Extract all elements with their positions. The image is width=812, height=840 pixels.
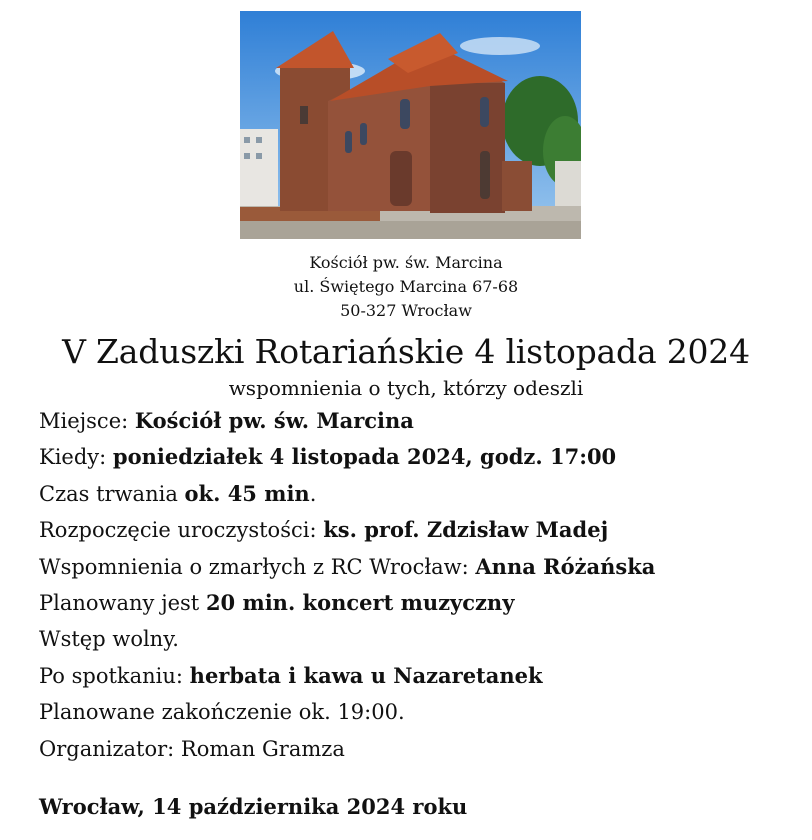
address-line-postal: 50-327 Wrocław [340, 301, 472, 320]
detail-opening: Rozpoczęcie uroczystości: ks. prof. Zdzisław Madej [39, 517, 609, 543]
detail-remembrance: Wspomnienia o zmarłych z RC Wrocław: Anna Różańska [39, 553, 656, 579]
event-subtitle: wspomnienia o tych, którzy odeszli [228, 376, 584, 400]
detail-organizer: Organizator: Roman Gramza [39, 736, 345, 761]
event-details [39, 404, 655, 768]
detail-place: Miejsce: Kościół pw. św. Marcina [39, 408, 414, 433]
detail-when: Kiedy: poniedziałek 4 listopada 2024, godz. 17:00 [39, 444, 617, 470]
church-photo [240, 11, 581, 239]
detail-end: Planowane zakończenie ok. 19:00. [39, 700, 405, 725]
detail-duration: Czas trwania ok. 45 min. [39, 480, 317, 506]
detail-entry: Wstęp wolny. [39, 627, 179, 652]
detail-after: Po spotkaniu: herbata i kawa u Nazaretanek [39, 662, 543, 688]
detail-concert: Planowany jest 20 min. koncert muzyczny [39, 589, 515, 615]
address-line-street: ul. Świętego Marcina 67-68 [293, 277, 519, 296]
address-line-church: Kościół pw. św. Marcina [309, 253, 503, 272]
event-title: V Zaduszki Rotariańskie 4 listopada 2024 [62, 332, 750, 371]
document-date: Wrocław, 14 października 2024 roku [39, 794, 468, 819]
